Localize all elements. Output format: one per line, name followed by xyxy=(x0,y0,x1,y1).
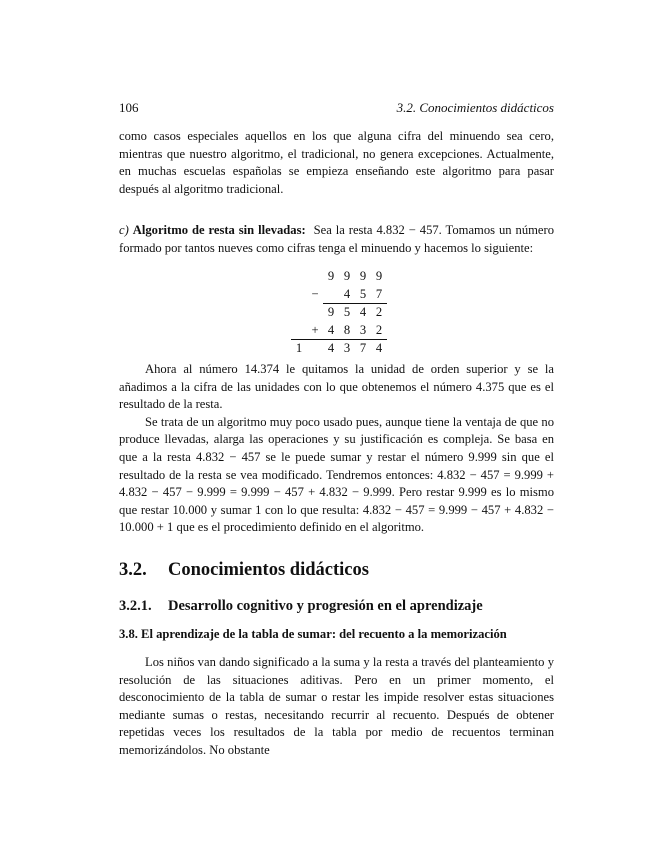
subheading: 3.8. El aprendizaje de la tabla de sumar: del recuento a la memorización xyxy=(119,627,507,641)
alg-row xyxy=(291,286,387,304)
alg-cell: − xyxy=(311,287,319,301)
running-title: 3.2. Conocimientos didácticos xyxy=(396,100,554,115)
alg-cell: 2 xyxy=(371,304,387,322)
paragraph-text: Ahora al número 14.374 le quitamos la unidad de orden superior y se la añadimos a la cifra de las unidades con lo que obtenemos el número 4.375 que es el resultado de la resta. xyxy=(119,362,554,412)
alg-cell: 5 xyxy=(359,286,367,301)
alg-cell: 4 xyxy=(327,322,335,337)
alg-cell: 9 xyxy=(327,269,335,284)
paragraph-text: Los niños van dando significado a la suma y la resta a través del planteamiento y resolución de las situaciones aditivas. Pero en un primer momento, el desconocimiento de la tabla de sumar o restar les impide resolver estas situaciones mediante sumas o restas, necesitando recurrir al recuento. Después de obtener repetidas veces los resultados de la tabla por medio de recuentos terminan memorizándolos. No obstante xyxy=(119,655,554,757)
item-heading: Algoritmo de resta sin llevadas: xyxy=(132,223,306,237)
alg-cell: 3 xyxy=(359,322,367,337)
subsection-number: 3.2.1. xyxy=(119,598,152,614)
alg-row xyxy=(291,322,387,340)
paragraph-text: Se trata de un algoritmo muy poco usado pues, aunque tiene la ventaja de que no produce llevadas, alarga las operaciones y su justificación es compleja. Se basa en que a la resta 4.832 − 457 se le puede sumar y restar el número 9.999 sin que el resultado de la resta se vea modificado. Tendremos entonces: 4.832 − 457 = 9.999 + 4.832 − 457 − 9.999 = 9.999 − 457 + 4.832 − 9.999. Pero restar 9.999 es lo mismo que restar 10.000 y sumar 1 con lo que resulta: 4.832 − 457 = 9.999 − 457 + 4.832 − 10.000 + 1 que es el procedimiento definido en el algoritmo. xyxy=(119,414,554,535)
alg-row xyxy=(291,340,387,358)
alg-cell: 4 xyxy=(371,340,387,358)
alg-cell: 7 xyxy=(355,340,371,358)
subsection-heading xyxy=(119,598,483,615)
alg-row xyxy=(291,304,387,322)
alg-cell xyxy=(307,268,323,286)
subtraction-algorithm xyxy=(291,268,387,358)
alg-cell: 1 xyxy=(291,340,307,358)
section-heading xyxy=(119,560,369,581)
alg-cell xyxy=(291,286,307,304)
alg-cell: 3 xyxy=(339,340,355,358)
alg-cell: 9 xyxy=(359,269,367,284)
paragraph-text: como casos especiales aquellos en los que alguna cifra del minuendo sea cero, mientras que nuestro algoritmo, el tradicional, no genera excepciones. Actualmente, en muchas escuelas españolas se empieza enseñando este algoritmo para pasar después al algoritmo tradicional. xyxy=(119,129,554,196)
item-marker: c) xyxy=(119,223,129,237)
paragraph-intro xyxy=(119,128,554,198)
section-c xyxy=(119,222,554,257)
alg-row xyxy=(291,268,387,286)
alg-cell xyxy=(291,304,307,322)
alg-cell: 8 xyxy=(343,322,351,337)
alg-cell: 2 xyxy=(375,322,383,337)
alg-cell: 4 xyxy=(355,304,371,322)
alg-cell: 9 xyxy=(323,304,339,322)
section-title: Conocimientos didácticos xyxy=(168,560,369,580)
alg-cell: 5 xyxy=(339,304,355,322)
alg-cell xyxy=(291,268,307,286)
alg-cell: 4 xyxy=(323,340,339,358)
alg-cell xyxy=(291,322,307,340)
item-text: Sea la resta 4.832 − 457. Tomamos un número formado por tantos nueves como cifras tenga el minuendo y hacemos lo siguiente: xyxy=(119,223,554,255)
paragraph-result xyxy=(119,361,554,537)
alg-cell: 7 xyxy=(375,286,383,301)
alg-cell xyxy=(323,286,339,304)
alg-cell xyxy=(307,340,323,358)
alg-cell: + xyxy=(311,322,319,337)
alg-cell xyxy=(307,304,323,322)
alg-cell: 9 xyxy=(343,269,351,284)
alg-cell: 9 xyxy=(375,269,383,284)
section-number: 3.2. xyxy=(119,560,147,580)
paragraph-learning xyxy=(119,654,554,760)
alg-cell: 4 xyxy=(343,286,351,301)
page-number: 106 xyxy=(119,100,139,115)
subsection-title: Desarrollo cognitivo y progresión en el aprendizaje xyxy=(168,598,483,614)
